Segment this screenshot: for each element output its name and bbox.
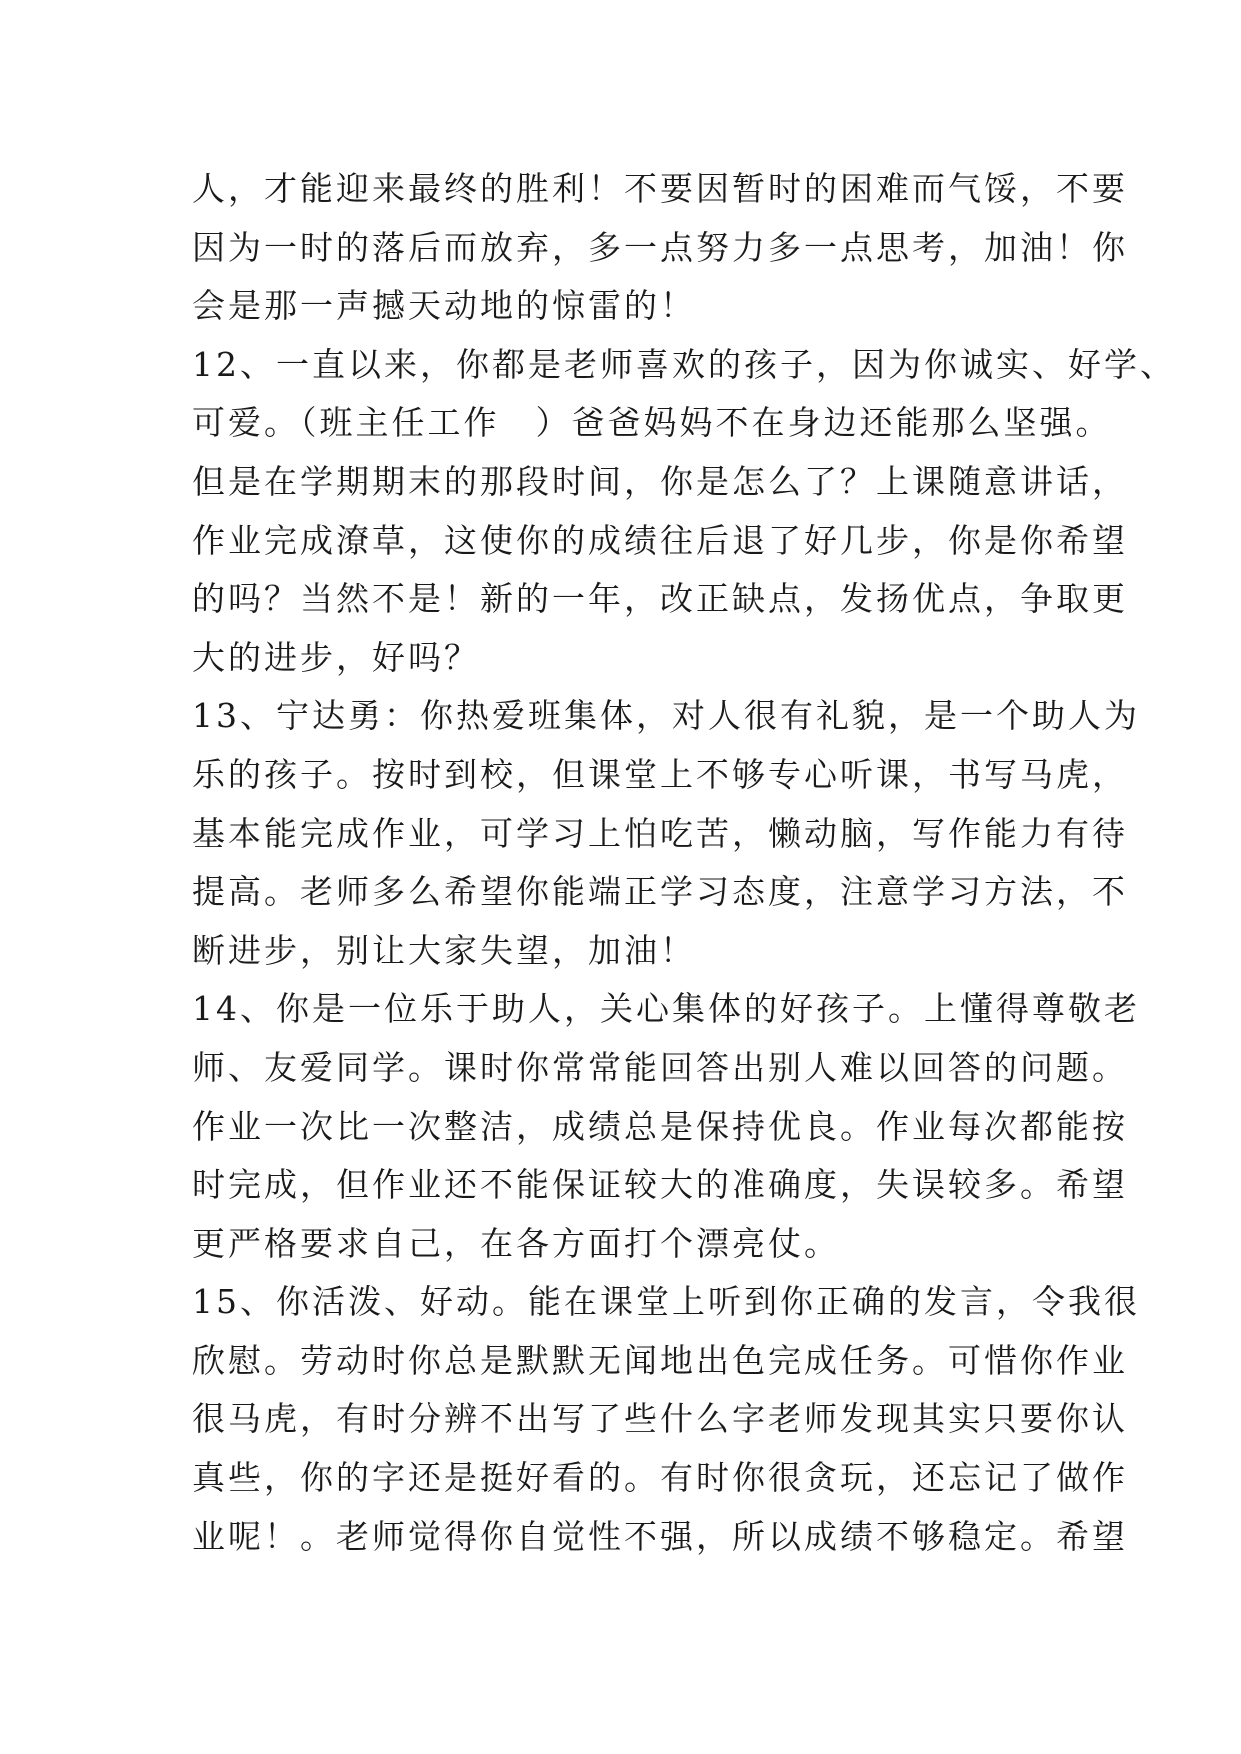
text-line: 12、一直以来，你都是老师喜欢的孩子，因为你诚实、好学、: [192, 344, 1176, 384]
text-line: 14、你是一位乐于助人，关心集体的好孩子。上懂得尊敬老: [192, 989, 1140, 1029]
text-line: 提高。老师多么希望你能端正学习态度，注意学习方法，不: [192, 872, 1128, 912]
text-line: 大的进步，好吗？: [192, 637, 480, 677]
text-line: 13、宁达勇：你热爱班集体，对人很有礼貌，是一个助人为: [192, 696, 1140, 736]
text-line: 作业完成潦草，这使你的成绩往后退了好几步，你是你希望: [192, 520, 1128, 560]
text-line: 人，才能迎来最终的胜利！不要因暂时的困难而气馁，不要: [192, 169, 1128, 208]
text-line: 真些，你的字还是挺好看的。有时你很贪玩，还忘记了做作: [192, 1458, 1128, 1498]
text-line: 更严格要求自己，在各方面打个漂亮仗。: [192, 1223, 840, 1263]
text-line: 但是在学期期末的那段时间，你是怎么了？上课随意讲话，: [192, 461, 1128, 501]
text-line: 15、你活泼、好动。能在课堂上听到你正确的发言，令我很: [192, 1282, 1140, 1322]
text-line: 业呢！。老师觉得你自觉性不强，所以成绩不够稳定。希望: [192, 1516, 1128, 1556]
text-line: 乐的孩子。按时到校，但课堂上不够专心听课，书写马虎，: [192, 754, 1128, 794]
text-line: 基本能完成作业，可学习上怕吃苦，懒动脑，写作能力有待: [192, 813, 1128, 853]
text-line: 因为一时的落后而放弃，多一点努力多一点思考，加油！你: [192, 227, 1128, 267]
text-line: 欣慰。劳动时你总是默默无闻地出色完成任务。可惜你作业: [192, 1340, 1128, 1380]
text-line: 时完成，但作业还不能保证较大的准确度，失误较多。希望: [192, 1165, 1128, 1205]
text-line: 作业一次比一次整洁，成绩总是保持优良。作业每次都能按: [192, 1106, 1128, 1146]
text-line: 师、友爱同学。课时你常常能回答出别人难以回答的问题。: [192, 1047, 1128, 1087]
text-line: 断进步，别让大家失望，加油！: [192, 930, 696, 970]
text-line: 很马虎，有时分辨不出写了些什么字老师发现其实只要你认: [192, 1399, 1128, 1439]
text-line: 的吗？当然不是！新的一年，改正缺点，发扬优点，争取更: [192, 579, 1128, 619]
text-line: 可爱。（班主任工作 ）爸爸妈妈不在身边还能那么坚强。: [192, 403, 1112, 443]
document-body: [192, 160, 1176, 1566]
text-line: 会是那一声撼天动地的惊雷的！: [192, 286, 696, 326]
